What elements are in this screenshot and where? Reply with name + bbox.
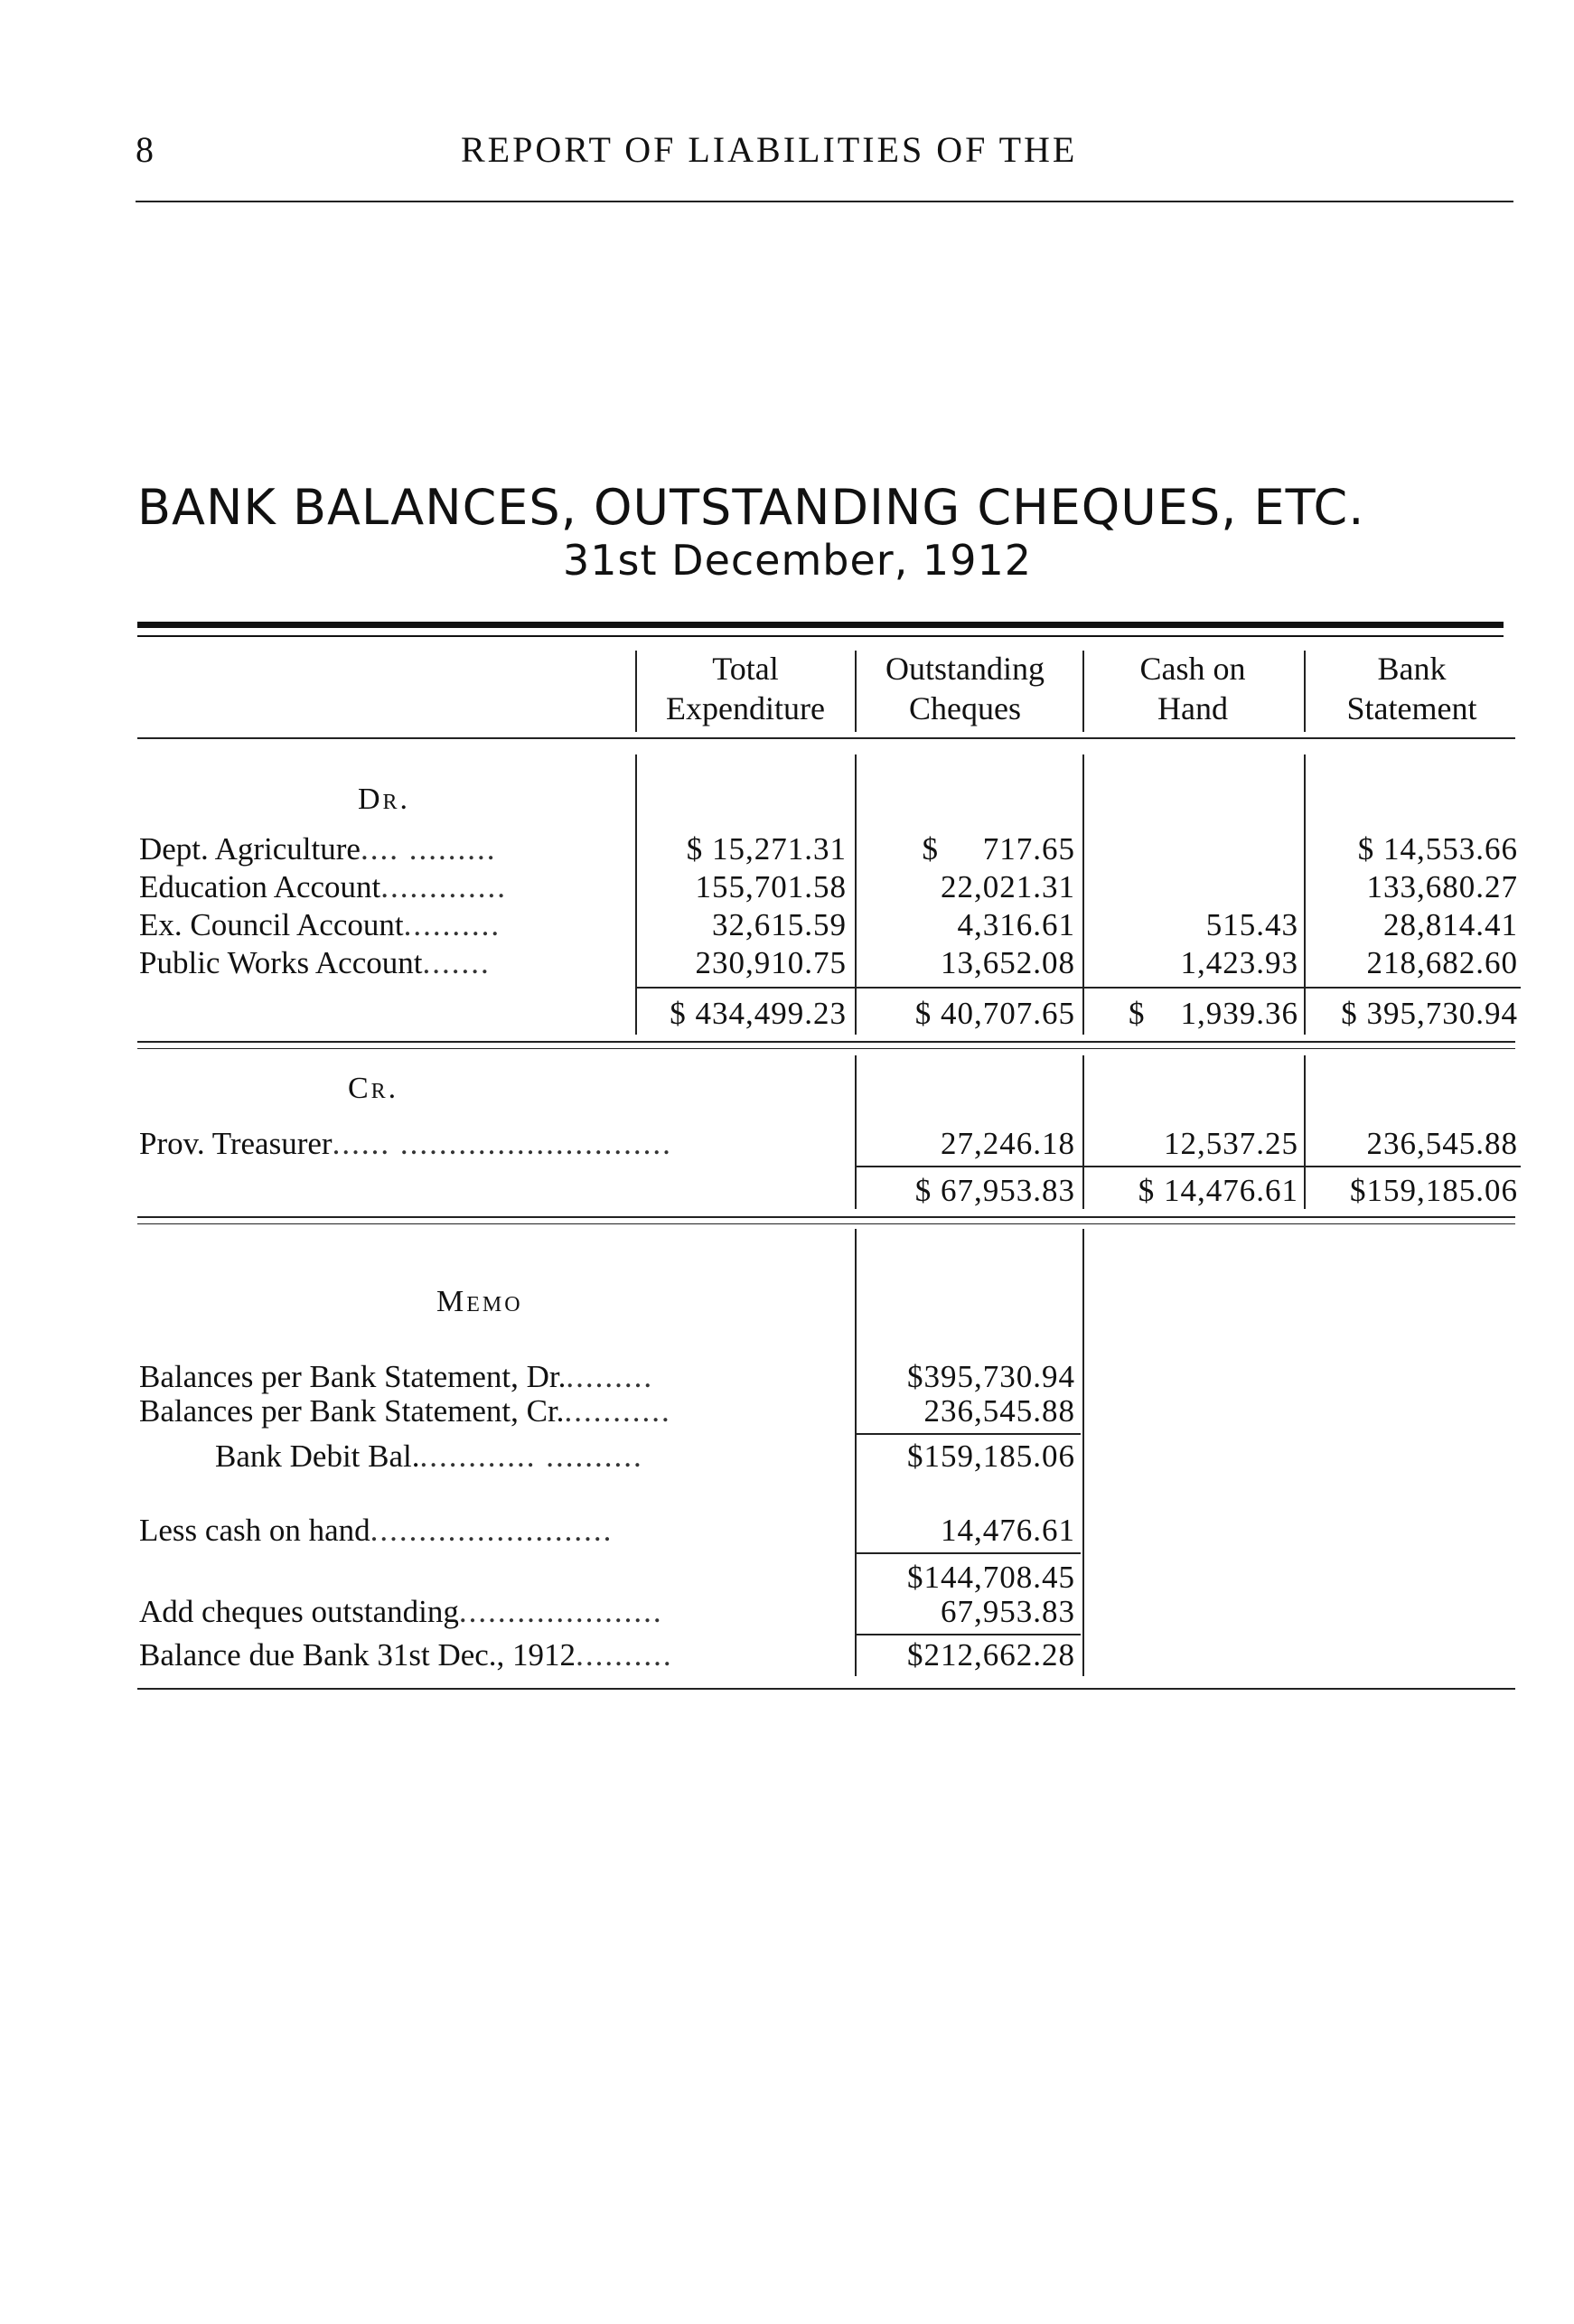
cell-cash: 12,537.25 — [1164, 1126, 1298, 1161]
column-header-bank-statement: Bank Statement — [1346, 651, 1477, 726]
column-divider — [1082, 754, 1084, 1035]
column-divider — [1082, 1055, 1084, 1209]
page-number: 8 — [136, 129, 154, 170]
cr-total-bank: $159,185.06 — [1350, 1173, 1518, 1208]
section-rule-thin — [137, 1048, 1515, 1049]
section-rule — [137, 1216, 1515, 1218]
cell-bank: $ 14,553.66 — [1357, 831, 1518, 867]
memo-value: 236,545.88 — [923, 1393, 1075, 1429]
dr-total-cheques: $ 40,707.65 — [914, 996, 1075, 1031]
header-rule — [136, 201, 1513, 202]
dr-total-expenditure: $ 434,499.23 — [670, 996, 847, 1031]
memo-row-label: Balances per Bank Statement, Cr............ — [139, 1393, 671, 1429]
dr-total-cash: $ 1,939.36 — [1129, 996, 1298, 1031]
memo-row-label: Bank Debit Bal............. .......... — [215, 1438, 643, 1474]
table-row-label: Ex. Council Account.......... — [139, 907, 501, 942]
column-divider — [1082, 1229, 1084, 1676]
memo-value: $159,185.06 — [907, 1438, 1075, 1474]
table-top-rule — [137, 622, 1504, 628]
memo-row-label: Add cheques outstanding..................... — [139, 1594, 663, 1629]
table-top-rule-thin — [137, 635, 1504, 637]
column-divider — [1082, 651, 1084, 732]
column-divider — [1304, 754, 1306, 1035]
column-divider — [855, 651, 857, 732]
column-divider — [855, 754, 857, 1035]
cr-heading: Cr. — [348, 1072, 399, 1105]
page-subtitle: 31st December, 1912 — [563, 536, 1033, 585]
memo-rule — [855, 1433, 1081, 1435]
memo-rule — [855, 1634, 1081, 1635]
cell-cheques: $ 717.65 — [922, 831, 1075, 867]
table-row-label: Education Account............. — [139, 869, 508, 904]
column-divider — [1304, 1055, 1306, 1209]
cell-cash: 515.43 — [1205, 907, 1298, 942]
running-head: REPORT OF LIABILITIES OF THE — [461, 129, 1078, 170]
table-row-label: Prov. Treasurer...... ............................ — [139, 1126, 672, 1161]
cell-cheques: 22,021.31 — [941, 869, 1075, 904]
column-divider — [1304, 651, 1306, 732]
section-rule-thin — [137, 1223, 1515, 1224]
dr-heading: Dr. — [358, 782, 411, 816]
memo-heading: Memo — [436, 1285, 523, 1318]
header-bottom-rule — [137, 737, 1515, 739]
cell-cheques: 27,246.18 — [941, 1126, 1075, 1161]
dr-total-bank: $ 395,730.94 — [1341, 996, 1518, 1031]
cell-cheques: 4,316.61 — [957, 907, 1075, 942]
cell-cheques: 13,652.08 — [941, 945, 1075, 980]
table-row-label: Public Works Account....... — [139, 945, 491, 980]
column-divider — [635, 754, 637, 1035]
memo-rule — [855, 1552, 1081, 1554]
table-row-label: Dept. Agriculture.... ......... — [139, 831, 497, 867]
subtotal-rule — [635, 987, 1521, 989]
memo-value: 14,476.61 — [941, 1513, 1075, 1548]
cell-total: $ 15,271.31 — [686, 831, 847, 867]
column-divider — [855, 1229, 857, 1676]
memo-row-label: Balance due Bank 31st Dec., 1912.......... — [139, 1637, 673, 1673]
page-title: BANK BALANCES, OUTSTANDING CHEQUES, ETC. — [137, 479, 1365, 536]
cr-total-cash: $ 14,476.61 — [1138, 1173, 1298, 1208]
cell-total: 32,615.59 — [712, 907, 847, 942]
column-divider — [855, 1055, 857, 1209]
memo-value: $395,730.94 — [907, 1359, 1075, 1394]
table-bottom-rule — [137, 1688, 1515, 1690]
memo-value: 67,953.83 — [941, 1594, 1075, 1629]
subtotal-rule — [855, 1166, 1521, 1167]
cell-bank: 133,680.27 — [1366, 869, 1518, 904]
cr-total-cheques: $ 67,953.83 — [914, 1173, 1075, 1208]
section-rule — [137, 1041, 1515, 1043]
column-divider — [635, 651, 637, 732]
cell-cash: 1,423.93 — [1180, 945, 1298, 980]
memo-row-label: Less cash on hand......................... — [139, 1513, 614, 1548]
memo-row-label: Balances per Bank Statement, Dr.......... — [139, 1359, 654, 1394]
cell-bank: 218,682.60 — [1366, 945, 1518, 980]
cell-bank: 236,545.88 — [1366, 1126, 1518, 1161]
column-header-total-expenditure: Total Expenditure — [666, 651, 825, 726]
column-header-cash-on-hand: Cash on Hand — [1139, 651, 1246, 726]
memo-value: $144,708.45 — [907, 1560, 1075, 1595]
memo-value: $212,662.28 — [907, 1637, 1075, 1673]
cell-total: 230,910.75 — [695, 945, 847, 980]
cell-total: 155,701.58 — [695, 869, 847, 904]
cell-bank: 28,814.41 — [1383, 907, 1518, 942]
column-header-outstanding-cheques: Outstanding Cheques — [885, 651, 1045, 726]
